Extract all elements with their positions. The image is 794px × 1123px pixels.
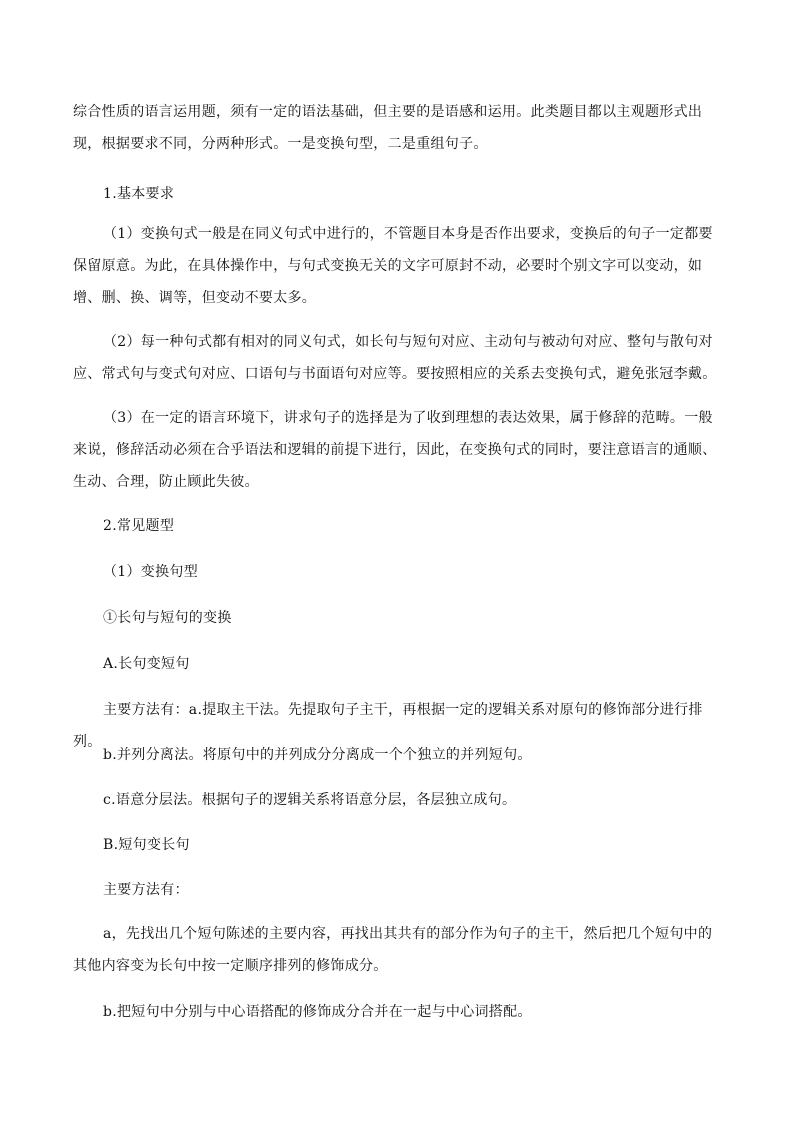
method-paragraph-b: b.并列分离法。将原句中的并列成分分离成一个个独立的并列短句。: [103, 747, 532, 763]
item-heading-long-to-short: A.长句变短句: [103, 656, 190, 672]
requirement-paragraph-1: （1）变换句式一般是在同义句式中进行的，不管题目本身是否作出要求，变换后的句子一定都要保留原意。为此，在具体操作中，与句式变换无关的文字可原封不动，必要时个别文字可以变动，如增、删、换、调等，但变动不要太多。: [73, 226, 713, 306]
item-heading-long-short: ①长句与短句的变换: [103, 610, 232, 626]
section-heading-common-types: 2.常见题型: [103, 518, 175, 534]
requirement-paragraph-3: （3）在一定的语言环境下，讲求句子的选择是为了收到理想的表达效果，属于修辞的范畴。一般来说，修辞活动必须在合乎语法和逻辑的前提下进行，因此，在变换句式的同时，要注意语言的通顺、生动、合理，防止顾此失彼。: [73, 410, 717, 490]
intro-paragraph: 综合性质的语言运用题，须有一定的语法基础，但主要的是语感和运用。此类题目都以主观题形式出现，根据要求不同，分两种形式。一是变换句型，二是重组句子。: [73, 104, 703, 152]
section-heading-basic-requirements: 1.基本要求: [103, 186, 175, 202]
methods-label: 主要方法有：: [103, 882, 189, 898]
subsection-heading-transform: （1）变换句型: [103, 564, 199, 580]
method-paragraph-a: 主要方法有：a.提取主干法。先提取句子主干，再根据一定的逻辑关系对原句的修饰部分进行排列。: [73, 702, 703, 750]
method-paragraph-c: c.语意分层法。根据句子的逻辑关系将语意分层，各层独立成句。: [103, 792, 517, 808]
method-paragraph-short-a: a，先找出几个短句陈述的主要内容，再找出其共有的部分作为句子的主干，然后把几个短句中的其他内容变为长句中按一定顺序排列的修饰成分。: [73, 926, 713, 974]
method-paragraph-short-b: b.把短句中分别与中心语搭配的修饰成分合并在一起与中心词搭配。: [103, 1004, 532, 1020]
requirement-paragraph-2: （2）每一种句式都有相对的同义句式，如长句与短句对应、主动句与被动句对应、整句与散句对应、常式句与变式句对应、口语句与书面语句对应等。要按照相应的关系去变换句式，避免张冠李戴。: [73, 334, 717, 382]
item-heading-short-to-long: B.短句变长句: [103, 837, 190, 853]
